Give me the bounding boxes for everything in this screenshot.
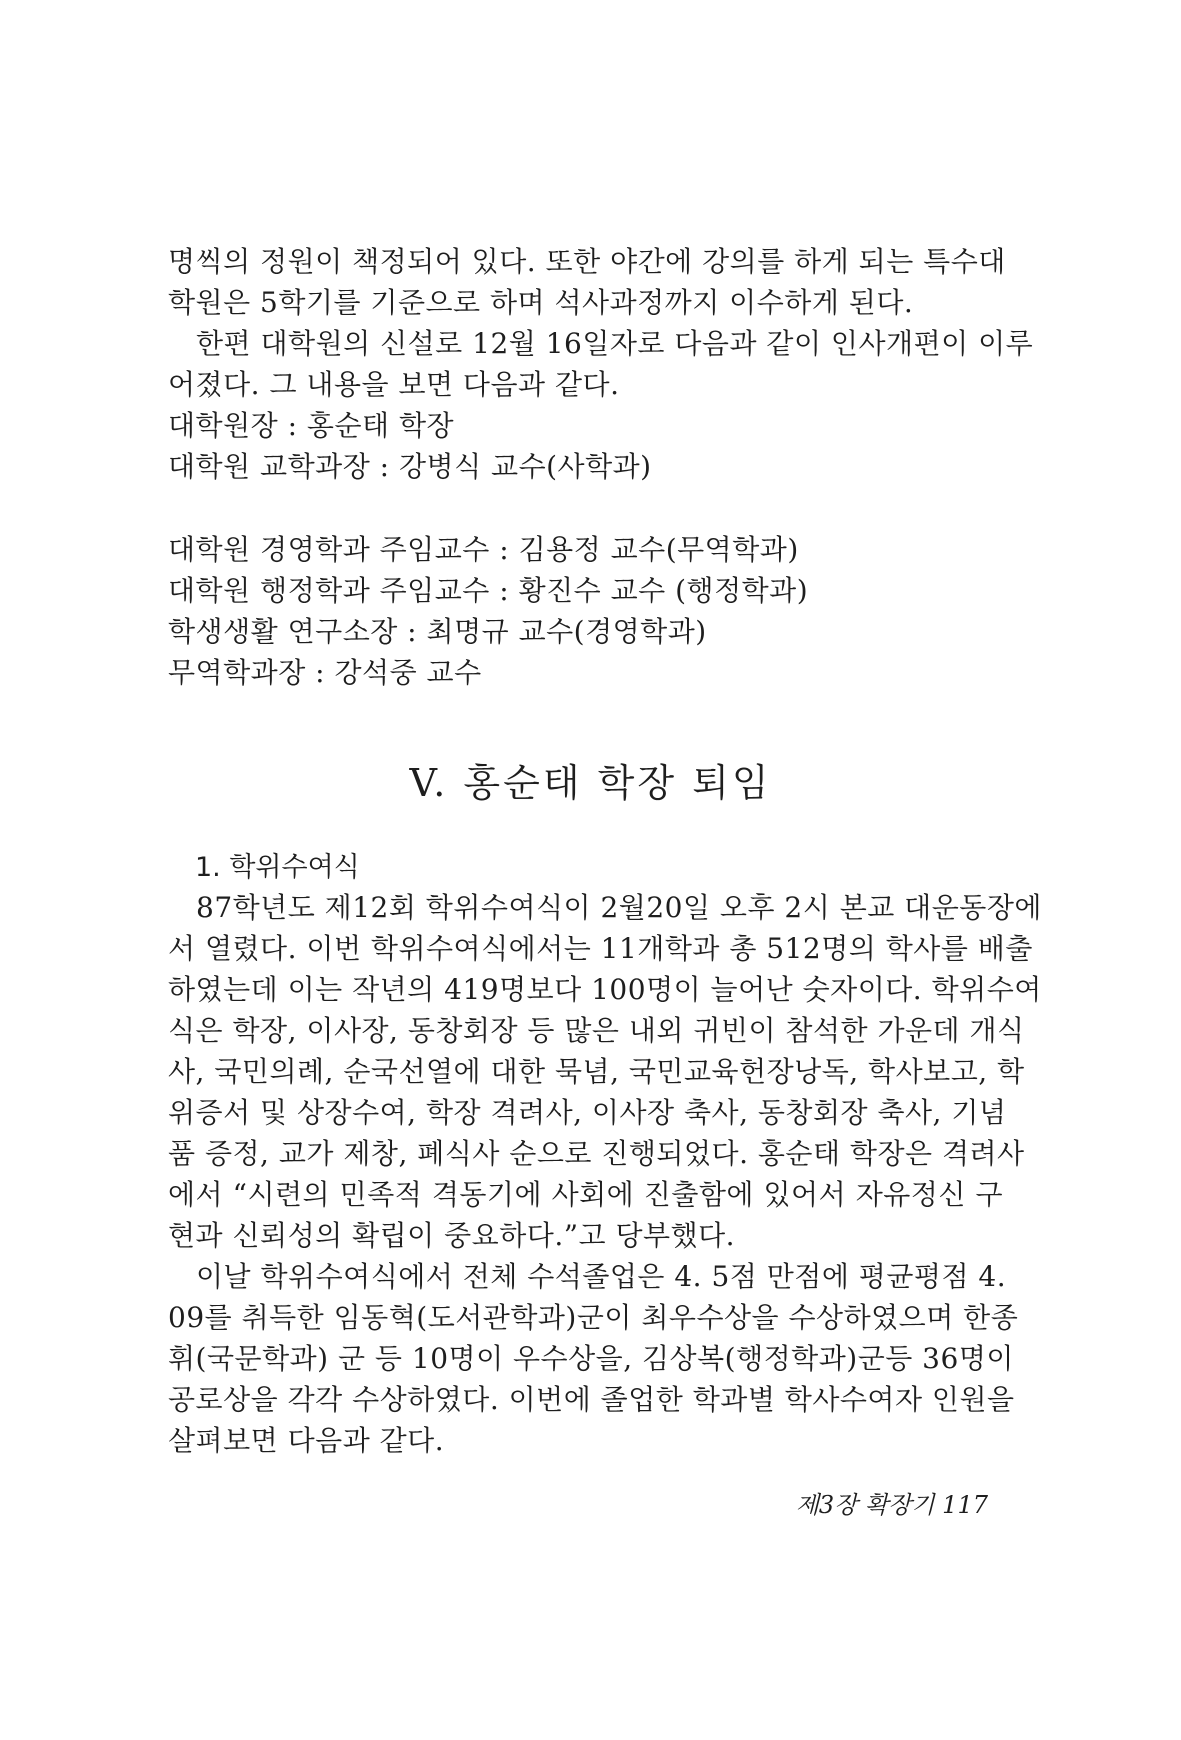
paragraph-line: 명씩의 정원이 책정되어 있다. 또한 야간에 강의를 하게 되는 특수대 [168,245,1006,278]
paragraph-line: 공로상을 각각 수상하였다. 이번에 졸업한 학과별 학사수여자 인원을 [168,1383,1015,1416]
paragraph-line: 식은 학장, 이사장, 동창회장 등 많은 내외 귀빈이 참석한 가운데 개식 [168,1014,1025,1047]
paragraph-line: 사, 국민의례, 순국선열에 대한 묵념, 국민교육헌장낭독, 학사보고, 학 [168,1055,1025,1088]
appointment-item: 대학원 행정학과 주임교수 : 황진수 교수 (행정학과) [168,574,809,607]
appointment-item: 대학원장 : 홍순태 학장 [168,409,455,442]
section-heading: 1. 학위수여식 [195,852,360,883]
appointment-item: 대학원 교학과장 : 강병식 교수(사학과) [168,450,652,483]
paragraph-line: 학원은 5학기를 기준으로 하며 석사과정까지 이수하게 된다. [168,286,914,319]
paragraph-line: 어졌다. 그 내용을 보면 다음과 같다. [168,368,620,401]
paragraph-line: 위증서 및 상장수여, 학장 격려사, 이사장 축사, 동창회장 축사, 기념 [168,1096,1007,1129]
paragraph-line: 살펴보면 다음과 같다. [168,1424,445,1457]
paragraph-line: 하였는데 이는 작년의 419명보다 100명이 늘어난 숫자이다. 학위수여 [168,973,1042,1006]
paragraph-line: 품 증정, 교가 제창, 폐식사 순으로 진행되었다. 홍순태 학장은 격려사 [168,1137,1025,1170]
paragraph-line: 에서 “시련의 민족적 격동기에 사회에 진출함에 있어서 자유정신 구 [168,1178,1003,1211]
paragraph-line: 이날 학위수여식에서 전체 수석졸업은 4. 5점 만점에 평균평점 4. [196,1260,1007,1293]
appointment-item: 학생생활 연구소장 : 최명규 교수(경영학과) [168,615,707,648]
paragraph-line: 현과 신뢰성의 확립이 중요하다.”고 당부했다. [168,1219,736,1252]
appointment-item: 무역학과장 : 강석중 교수 [168,656,482,689]
appointment-item: 대학원 경영학과 주임교수 : 김용정 교수(무역학과) [168,533,799,566]
page-footer: 제3장 확장기 117 [795,1491,988,1519]
paragraph-line: 한편 대학원의 신설로 12월 16일자로 다음과 같이 인사개편이 이루 [196,327,1034,360]
paragraph-line: 87학년도 제12회 학위수여식이 2월20일 오후 2시 본교 대운동장에 [196,891,1042,924]
paragraph-line: 서 열렸다. 이번 학위수여식에서는 11개학과 총 512명의 학사를 배출 [168,932,1033,965]
paragraph-line: 09를 취득한 임동혁(도서관학과)군이 최우수상을 수상하였으며 한종 [168,1301,1019,1334]
paragraph-line: 휘(국문학과) 군 등 10명이 우수상을, 김상복(행정학과)군등 36명이 [168,1342,1014,1375]
chapter-title: V. 홍순태 학장 퇴임 [409,761,772,805]
